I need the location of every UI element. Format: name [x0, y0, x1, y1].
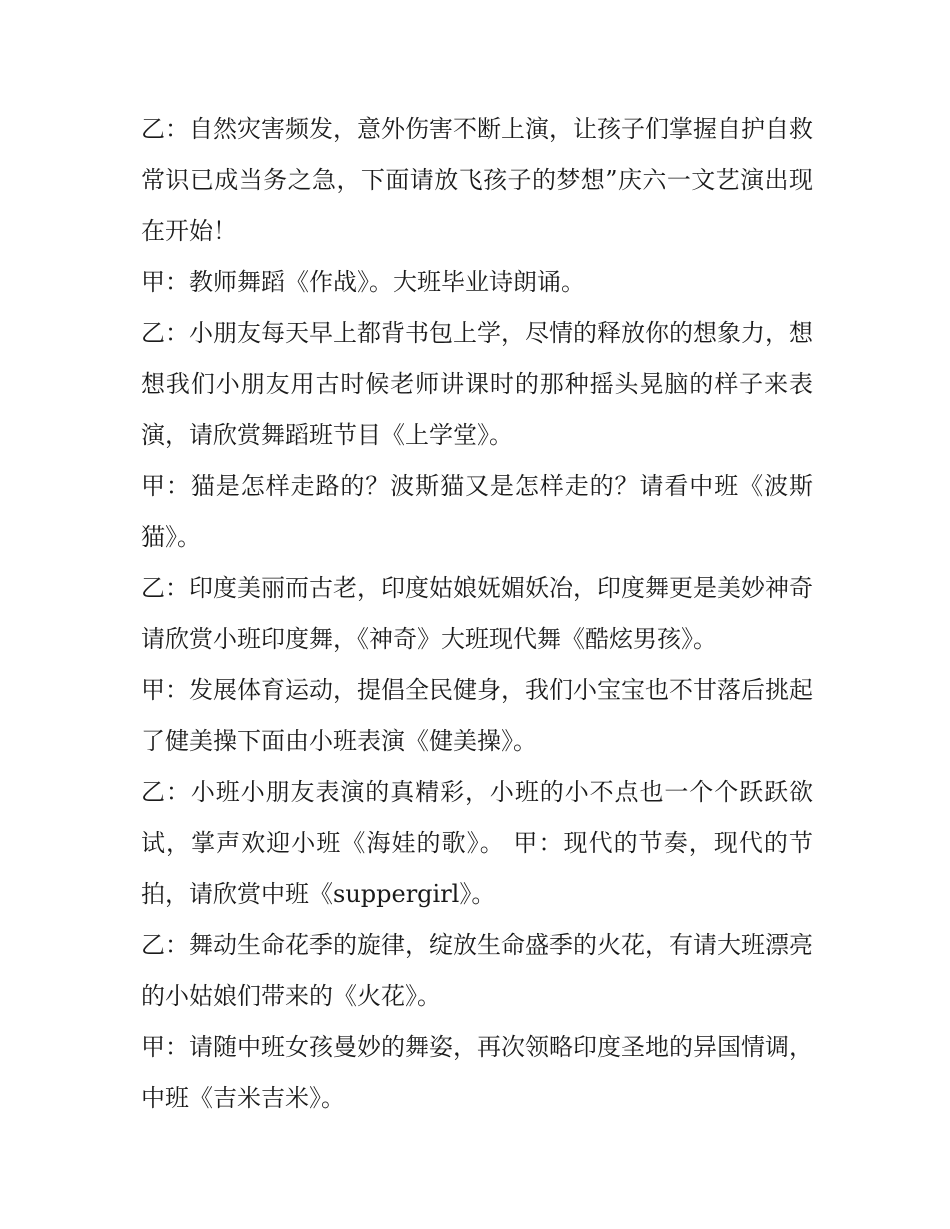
document-body	[141, 104, 813, 1124]
paragraph: 甲：猫是怎样走路的？波斯猫又是怎样走的？请看中班《波斯猫》。	[141, 472, 813, 551]
paragraph: 乙：小朋友每天早上都背书包上学，尽情的释放你的想象力，想想我们小朋友用古时候老师讲课时的那种摇头晃脑的样子来表演，请欣赏舞蹈班节目《上学堂》。	[141, 319, 813, 449]
paragraph: 乙：自然灾害频发，意外伤害不断上演，让孩子们掌握自护自救常识已成当务之急，下面请放飞孩子的梦想”庆六一文艺演出现在开始！	[141, 115, 813, 245]
paragraph: 甲：教师舞蹈《作战》。大班毕业诗朗诵。	[141, 268, 585, 296]
paragraph: 甲：请随中班女孩曼妙的舞姿，再次领略印度圣地的异国情调，中班《吉米吉米》。	[141, 1033, 813, 1112]
paragraph: 乙：舞动生命花季的旋律，绽放生命盛季的火花，有请大班漂亮的小姑娘们带来的《火花》。	[141, 931, 813, 1010]
paragraph: 乙：小班小朋友表演的真精彩，小班的小不点也一个个跃跃欲试，掌声欢迎小班《海娃的歌》。 甲：现代的节奏，现代的节拍，请欣赏中班《suppergirl》。	[141, 778, 813, 908]
paragraph: 甲：发展体育运动，提倡全民健身，我们小宝宝也不甘落后挑起了健美操下面由小班表演《健美操》。	[141, 676, 813, 755]
paragraph: 乙：印度美丽而古老，印度姑娘妩媚妖冶，印度舞更是美妙神奇请欣赏小班印度舞，《神奇》大班现代舞《酷炫男孩》。	[141, 574, 813, 653]
